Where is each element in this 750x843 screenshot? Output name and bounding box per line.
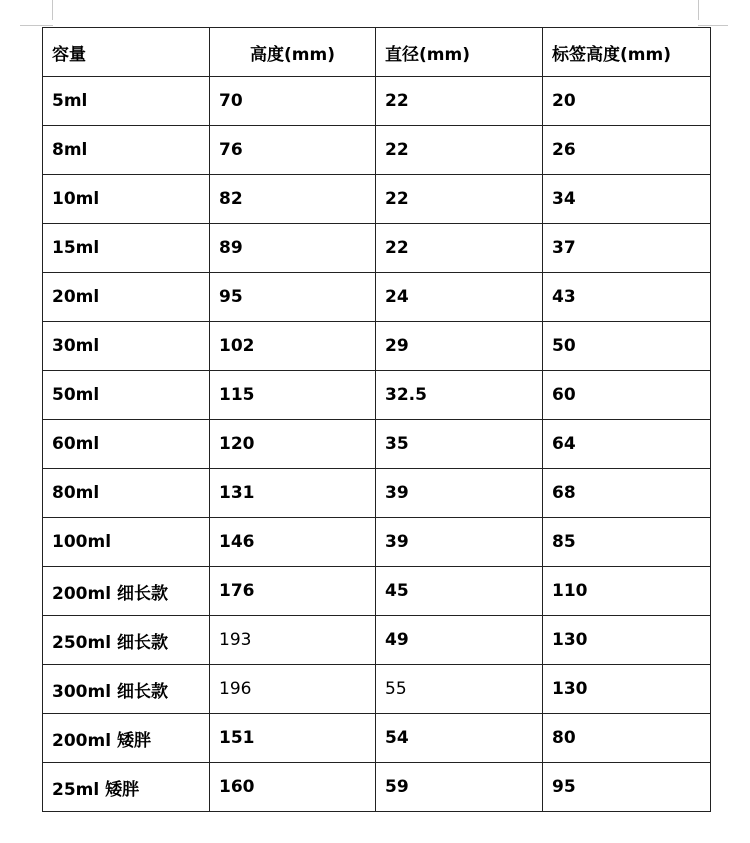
diameter-cell: 22	[376, 77, 543, 126]
capacity-cell: 300ml 细长款	[43, 665, 210, 714]
table-row	[43, 322, 711, 371]
capacity-cell: 200ml 矮胖	[43, 714, 210, 763]
height-cell: 196	[210, 665, 376, 714]
page-corner-mark-right	[698, 0, 699, 20]
diameter-cell: 22	[376, 126, 543, 175]
label-height-cell: 50	[543, 322, 711, 371]
diameter-cell: 54	[376, 714, 543, 763]
table-row	[43, 469, 711, 518]
height-cell: 82	[210, 175, 376, 224]
table-header-row	[43, 28, 711, 77]
table-row	[43, 273, 711, 322]
height-cell: 89	[210, 224, 376, 273]
diameter-cell: 39	[376, 518, 543, 567]
capacity-cell: 250ml 细长款	[43, 616, 210, 665]
capacity-cell: 10ml	[43, 175, 210, 224]
capacity-cell: 60ml	[43, 420, 210, 469]
capacity-cell: 50ml	[43, 371, 210, 420]
page-corner-mark-left-horizontal	[20, 25, 53, 26]
diameter-cell: 59	[376, 763, 543, 812]
label-height-cell: 20	[543, 77, 711, 126]
height-cell: 151	[210, 714, 376, 763]
height-cell: 193	[210, 616, 376, 665]
capacity-cell: 80ml	[43, 469, 210, 518]
label-height-cell: 130	[543, 616, 711, 665]
page-corner-mark-right-horizontal	[698, 25, 728, 26]
label-height-cell: 68	[543, 469, 711, 518]
diameter-cell: 29	[376, 322, 543, 371]
capacity-cell: 5ml	[43, 77, 210, 126]
diameter-cell: 49	[376, 616, 543, 665]
diameter-cell: 55	[376, 665, 543, 714]
table-row	[43, 224, 711, 273]
label-height-cell: 110	[543, 567, 711, 616]
diameter-cell: 39	[376, 469, 543, 518]
height-cell: 176	[210, 567, 376, 616]
height-cell: 115	[210, 371, 376, 420]
header-diameter: 直径(mm)	[376, 28, 543, 77]
capacity-cell: 30ml	[43, 322, 210, 371]
label-height-cell: 34	[543, 175, 711, 224]
height-cell: 160	[210, 763, 376, 812]
label-height-cell: 26	[543, 126, 711, 175]
diameter-cell: 32.5	[376, 371, 543, 420]
header-height: 高度(mm)	[210, 28, 376, 77]
table-row	[43, 518, 711, 567]
height-cell: 102	[210, 322, 376, 371]
diameter-cell: 45	[376, 567, 543, 616]
label-height-cell: 60	[543, 371, 711, 420]
capacity-cell: 100ml	[43, 518, 210, 567]
table-row	[43, 616, 711, 665]
height-cell: 76	[210, 126, 376, 175]
capacity-cell: 15ml	[43, 224, 210, 273]
table-row	[43, 371, 711, 420]
diameter-cell: 35	[376, 420, 543, 469]
table-row	[43, 714, 711, 763]
table-row	[43, 763, 711, 812]
label-height-cell: 37	[543, 224, 711, 273]
capacity-cell: 8ml	[43, 126, 210, 175]
label-height-cell: 64	[543, 420, 711, 469]
label-height-cell: 130	[543, 665, 711, 714]
table-row	[43, 567, 711, 616]
table-row	[43, 665, 711, 714]
capacity-cell: 200ml 细长款	[43, 567, 210, 616]
header-label-height: 标签高度(mm)	[543, 28, 711, 77]
capacity-cell: 20ml	[43, 273, 210, 322]
diameter-cell: 22	[376, 175, 543, 224]
header-capacity: 容量	[43, 28, 210, 77]
diameter-cell: 22	[376, 224, 543, 273]
height-cell: 146	[210, 518, 376, 567]
table-row	[43, 175, 711, 224]
height-cell: 70	[210, 77, 376, 126]
table-row	[43, 420, 711, 469]
height-cell: 95	[210, 273, 376, 322]
label-height-cell: 43	[543, 273, 711, 322]
page-corner-mark-left	[52, 0, 53, 20]
bottle-spec-table	[42, 27, 711, 812]
height-cell: 131	[210, 469, 376, 518]
height-cell: 120	[210, 420, 376, 469]
label-height-cell: 85	[543, 518, 711, 567]
label-height-cell: 95	[543, 763, 711, 812]
table-row	[43, 126, 711, 175]
label-height-cell: 80	[543, 714, 711, 763]
capacity-cell: 25ml 矮胖	[43, 763, 210, 812]
diameter-cell: 24	[376, 273, 543, 322]
table-row	[43, 77, 711, 126]
